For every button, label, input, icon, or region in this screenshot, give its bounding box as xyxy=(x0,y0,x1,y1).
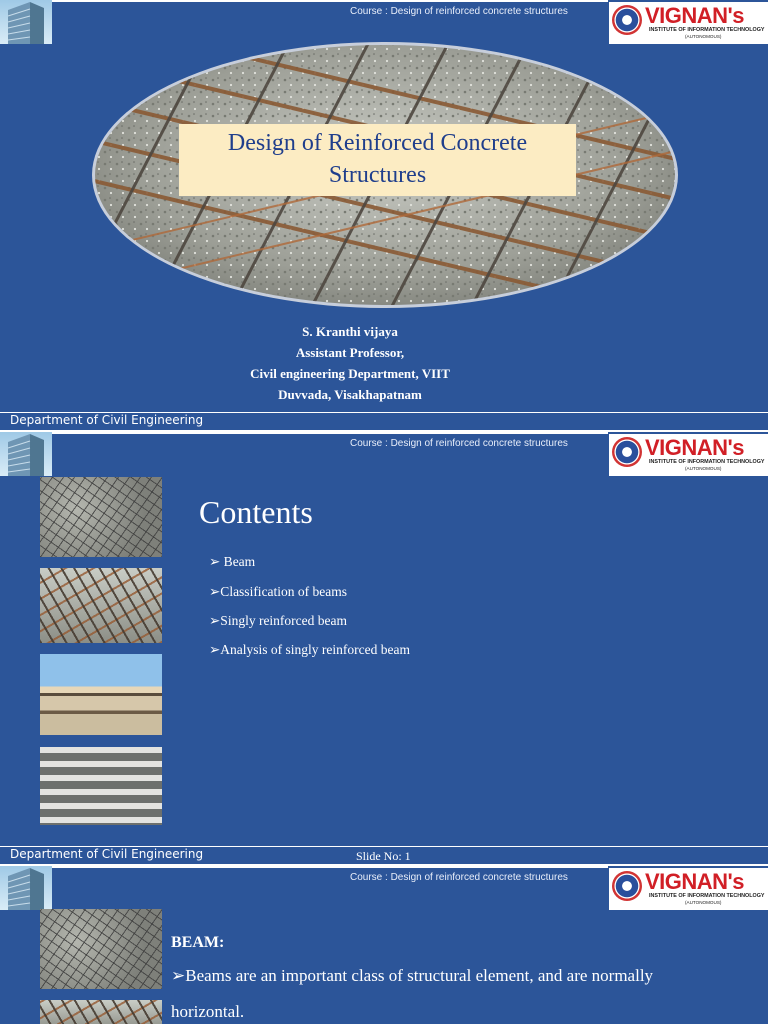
logo-name: VIGNAN's xyxy=(645,3,745,28)
logo-name: VIGNAN's xyxy=(645,435,745,460)
slide-1 xyxy=(0,0,768,430)
rebar-cage-photo xyxy=(40,568,162,643)
logo-subtitle: INSTITUTE OF INFORMATION TECHNOLOGY xyxy=(649,893,765,899)
logo-name: VIGNAN's xyxy=(645,869,745,894)
author-name: S. Kranthi vijaya xyxy=(302,324,398,339)
footer-department: Department of Civil Engineering xyxy=(10,847,204,861)
rebar-cage-photo xyxy=(40,1000,162,1024)
rebar-mesh-photo xyxy=(40,909,162,989)
contents-heading: Contents xyxy=(199,494,313,530)
slide-number: Slide No: 1 xyxy=(356,849,411,863)
course-title: Course : Design of reinforced concrete structures xyxy=(350,438,568,449)
course-title: Course : Design of reinforced concrete structures xyxy=(350,872,568,883)
vignans-emblem-icon xyxy=(612,871,642,901)
author-designation: Assistant Professor, xyxy=(295,345,405,360)
title-box xyxy=(179,124,576,196)
vignans-logo xyxy=(609,434,768,476)
vignans-logo xyxy=(609,2,768,44)
beam-heading: BEAM: xyxy=(171,934,225,951)
header-rule xyxy=(52,432,608,434)
presentation-title-line2: Structures xyxy=(328,162,427,188)
building-thumbnail xyxy=(0,432,52,476)
list-item: ➢ Beam xyxy=(209,554,256,569)
list-item: ➢Classification of beams xyxy=(209,584,348,599)
building-frame-photo xyxy=(40,654,162,735)
logo-subtitle: INSTITUTE OF INFORMATION TECHNOLOGY xyxy=(649,27,765,33)
slide-footer xyxy=(0,846,768,863)
slide-footer xyxy=(0,412,768,429)
author-block xyxy=(200,321,500,405)
vignans-emblem-icon xyxy=(612,437,642,467)
vignans-logo xyxy=(609,868,768,910)
author-department: Civil engineering Department, VIIT xyxy=(250,366,450,381)
building-thumbnail xyxy=(0,0,52,44)
logo-subtitle: INSTITUTE OF INFORMATION TECHNOLOGY xyxy=(649,459,765,465)
logo-autonomous: (AUTONOMOUS) xyxy=(685,34,722,39)
logo-autonomous: (AUTONOMOUS) xyxy=(685,900,722,905)
header-rule xyxy=(52,866,608,868)
beam-text-line2: horizontal. xyxy=(171,1002,245,1021)
slide-header xyxy=(0,0,768,44)
slide-2 xyxy=(0,432,768,864)
beam-text-line1: ➢Beams are an important class of structural element, and are normally xyxy=(171,966,654,985)
presentation-title-line1: Design of Reinforced Concrete xyxy=(227,130,528,156)
slide-header xyxy=(0,866,768,910)
multistorey-frame-photo xyxy=(40,747,162,825)
building-thumbnail xyxy=(0,866,52,910)
author-location: Duvvada, Visakhapatnam xyxy=(278,387,422,402)
logo-autonomous: (AUTONOMOUS) xyxy=(685,466,722,471)
vignans-emblem-icon xyxy=(612,5,642,35)
list-item: ➢Singly reinforced beam xyxy=(209,613,348,628)
footer-department: Department of Civil Engineering xyxy=(10,413,204,427)
course-title: Course : Design of reinforced concrete structures xyxy=(350,6,568,17)
slide-3 xyxy=(0,866,768,1024)
rebar-mesh-photo xyxy=(40,477,162,557)
slide-header xyxy=(0,432,768,476)
list-item: ➢Analysis of singly reinforced beam xyxy=(209,642,411,657)
header-rule xyxy=(52,0,608,2)
